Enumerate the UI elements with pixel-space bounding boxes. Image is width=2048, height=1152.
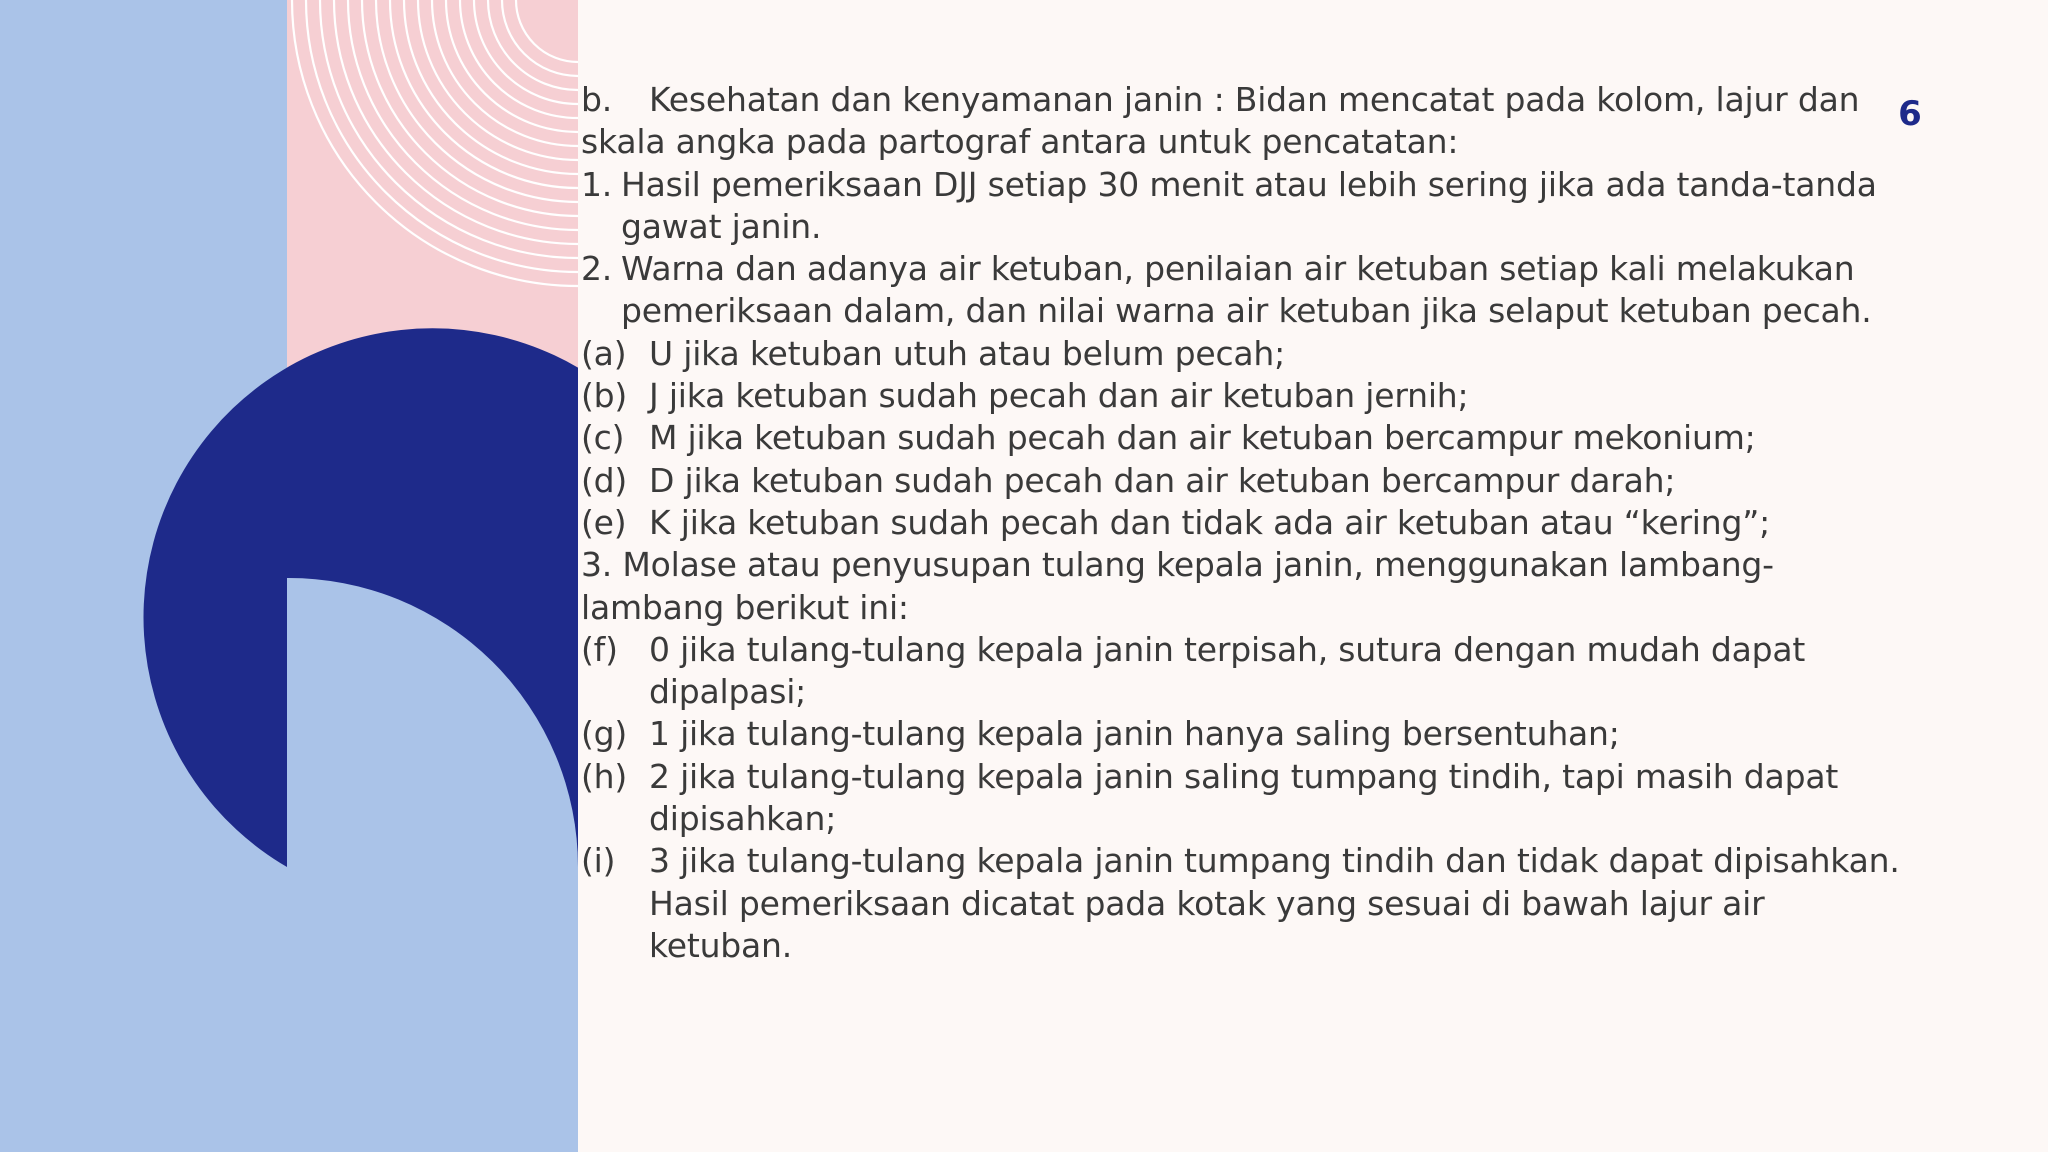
code-marker: (e) xyxy=(581,502,627,542)
molase-code-item xyxy=(581,713,1901,755)
numbered-item xyxy=(581,164,1901,249)
ketuban-code-item xyxy=(581,375,1901,417)
item-text: Hasil pemeriksaan DJJ setiap 30 menit atau lebih sering jika ada tanda-tanda gawat janin. xyxy=(621,164,1877,246)
molase-code-item xyxy=(581,756,1901,841)
code-marker: (i) xyxy=(581,841,616,881)
molase-code-item xyxy=(581,840,1901,967)
intro-marker: b. xyxy=(581,80,613,119)
item-3-paragraph: 3. Molase atau penyusupan tulang kepala janin, menggunakan lambang-lambang berikut ini: xyxy=(581,545,1774,627)
code-text: D jika ketuban sudah pecah dan air ketuban bercampur darah; xyxy=(649,460,1676,500)
molase-code-item xyxy=(581,629,1901,714)
decorative-artwork xyxy=(0,0,578,1152)
slide-body-text xyxy=(581,79,1901,967)
ketuban-code-item xyxy=(581,460,1901,502)
code-text: 0 jika tulang-tulang kepala janin terpisah, sutura dengan mudah dapat dipalpasi; xyxy=(649,629,1806,712)
code-text: 1 jika tulang-tulang kepala janin hanya saling bersentuhan; xyxy=(649,714,1620,754)
code-marker: (h) xyxy=(581,756,628,796)
item-marker: 2. xyxy=(581,249,613,289)
ketuban-code-item xyxy=(581,417,1901,459)
code-marker: (f) xyxy=(581,629,618,669)
code-text: M jika ketuban sudah pecah dan air ketuban bercampur mekonium; xyxy=(649,418,1756,458)
numbered-item xyxy=(581,248,1901,333)
code-text: 2 jika tulang-tulang kepala janin saling tumpang tindih, tapi masih dapat dipisahkan; xyxy=(649,756,1839,839)
intro-paragraph xyxy=(581,79,1901,164)
item-marker: 1. xyxy=(581,164,613,204)
code-marker: (d) xyxy=(581,460,628,500)
ketuban-code-item xyxy=(581,502,1901,544)
code-text: J jika ketuban sudah pecah dan air ketuban jernih; xyxy=(649,376,1469,416)
code-marker: (b) xyxy=(581,376,628,416)
code-text: K jika ketuban sudah pecah dan tidak ada air ketuban atau “kering”; xyxy=(649,502,1771,542)
page-number: 6 xyxy=(1898,94,1922,134)
code-marker: (a) xyxy=(581,333,627,373)
item-text: Warna dan adanya air ketuban, penilaian air ketuban setiap kali melakukan pemeriksaan dalam, dan nilai warna air ketuban jika selaput ketuban pecah. xyxy=(621,249,1872,331)
intro-text: Kesehatan dan kenyamanan janin : Bidan mencatat pada kolom, lajur dan skala angka pada partograf antara untuk pencatatan: xyxy=(581,80,1860,162)
code-marker: (g) xyxy=(581,714,628,754)
code-text: U jika ketuban utuh atau belum pecah; xyxy=(649,333,1286,373)
ketuban-code-item xyxy=(581,333,1901,375)
code-marker: (c) xyxy=(581,418,625,458)
code-text: 3 jika tulang-tulang kepala janin tumpang tindih dan tidak dapat dipisahkan. Hasil pemeriksaan dicatat pada kotak yang sesuai di bawah lajur air ketuban. xyxy=(649,841,1900,965)
